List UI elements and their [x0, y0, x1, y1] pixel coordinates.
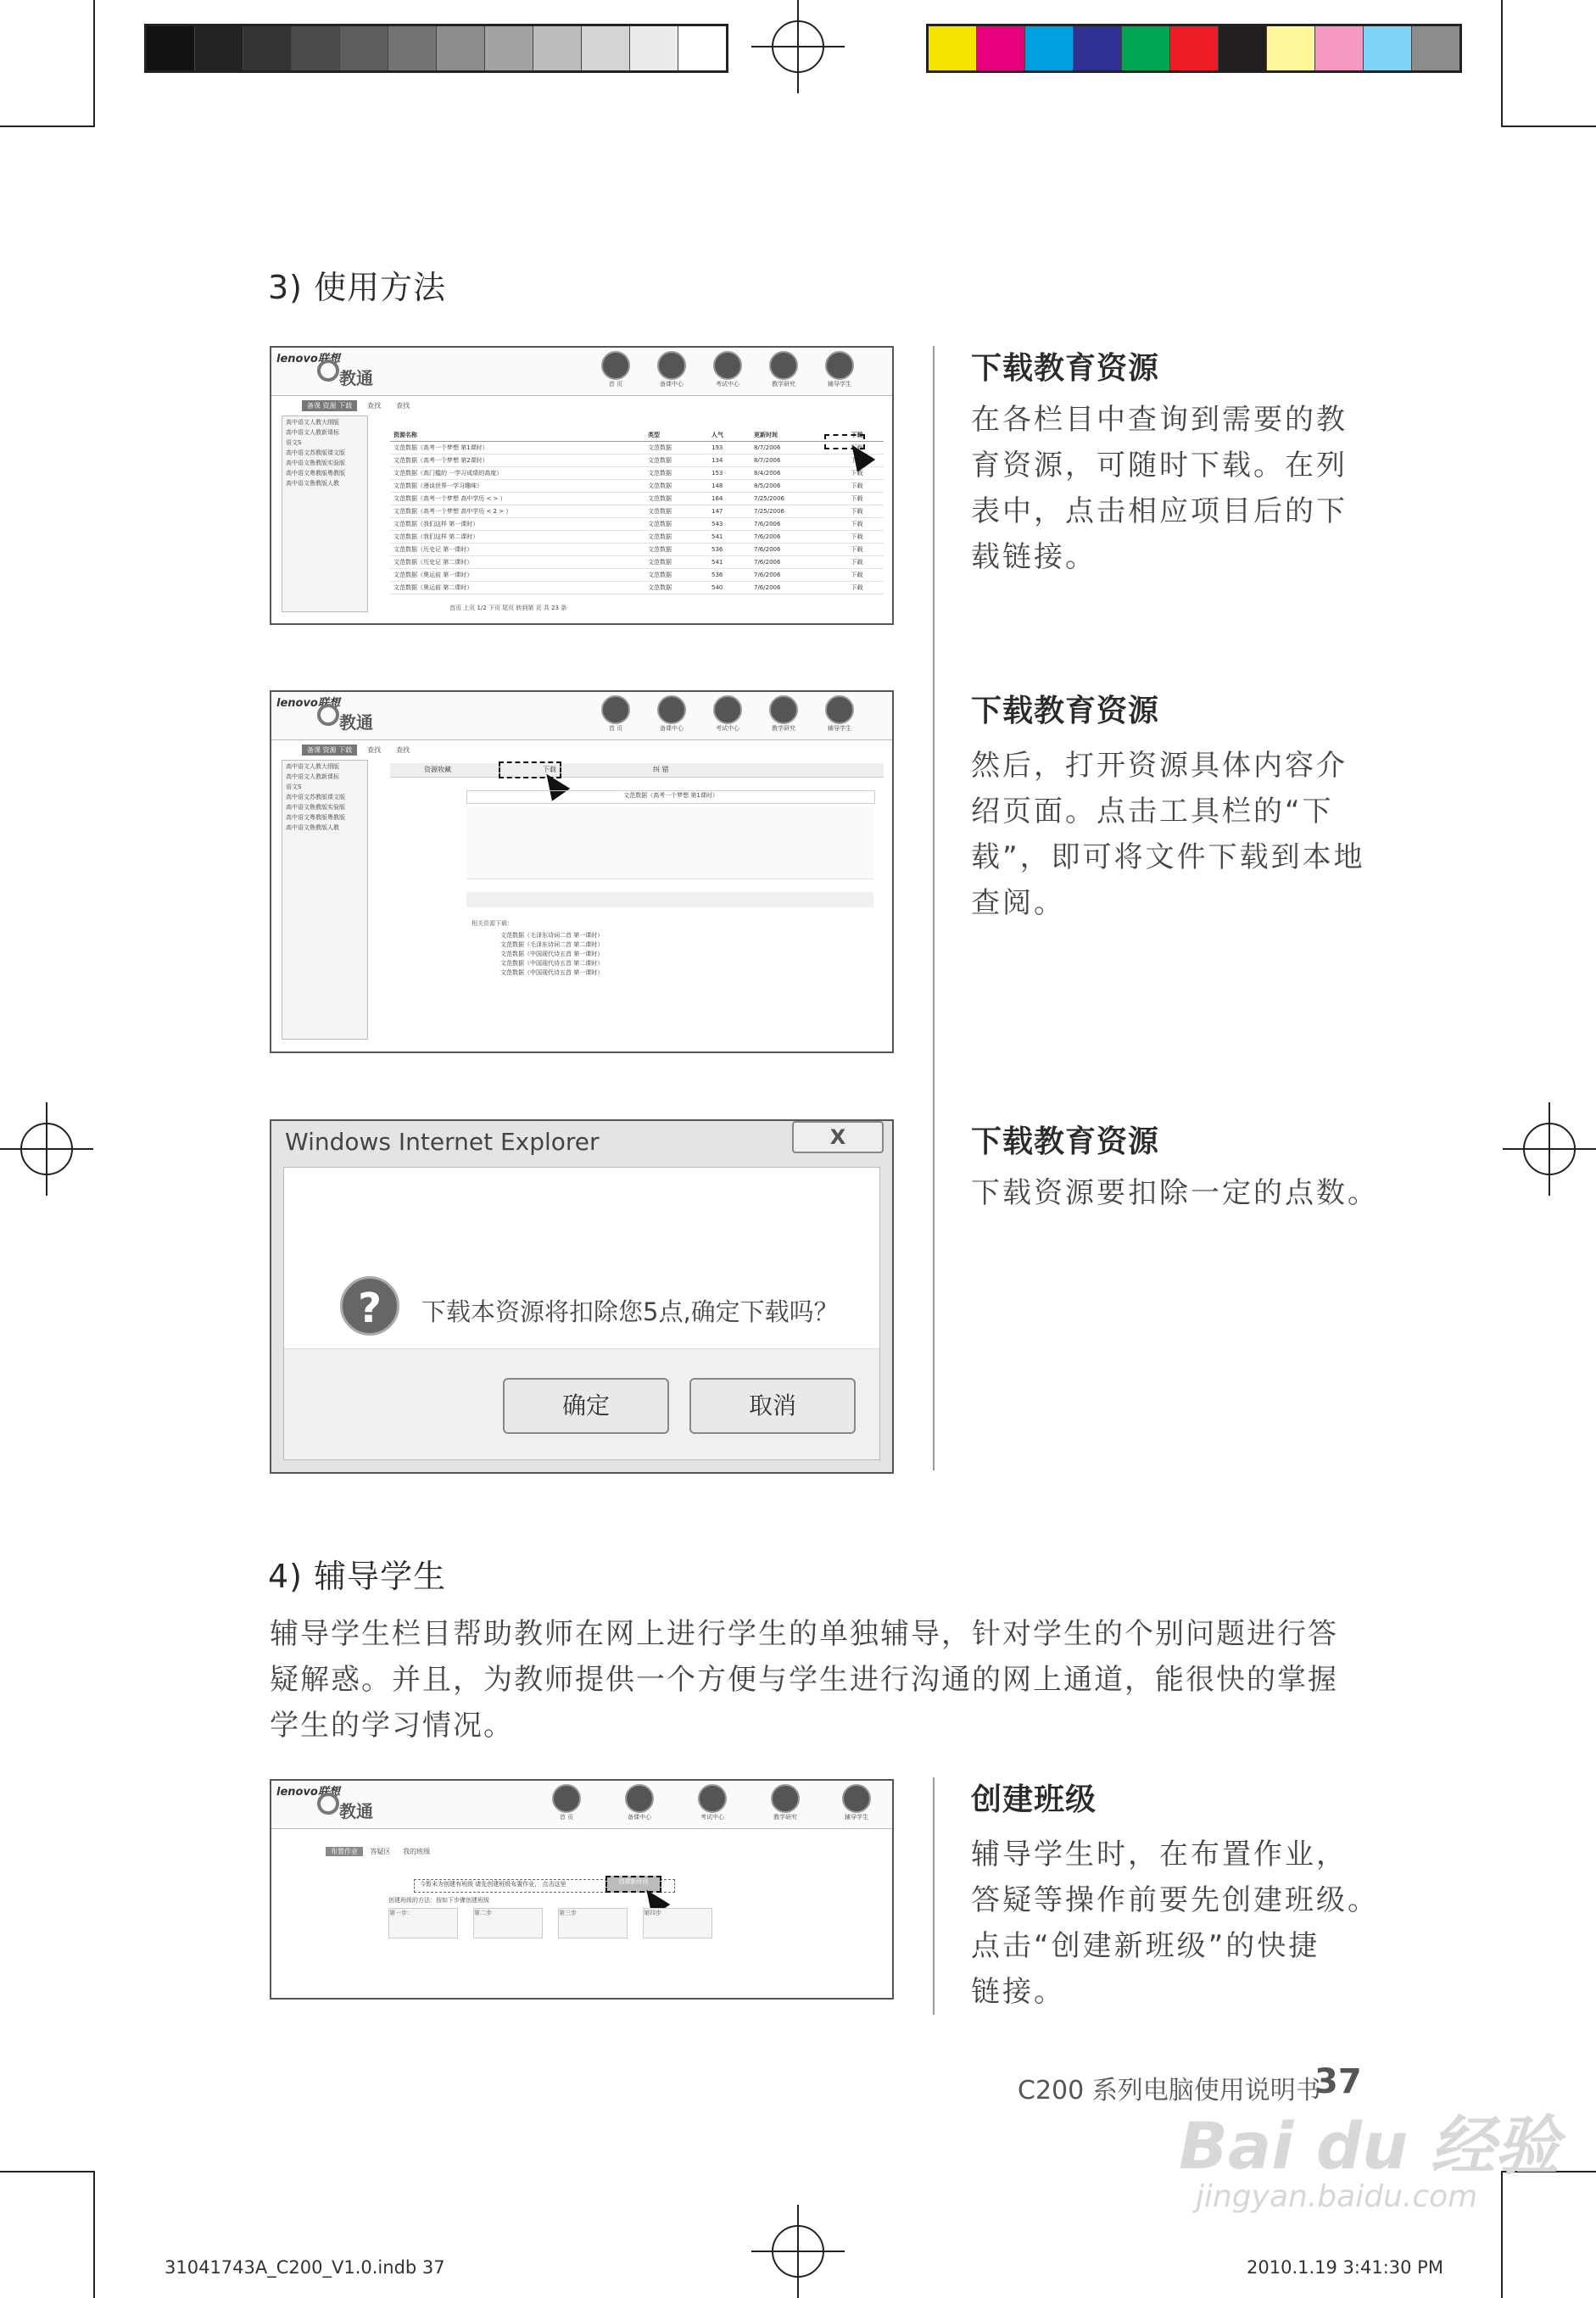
item2-text — [971, 743, 1365, 926]
step-2: 第二步 — [473, 1908, 543, 1938]
column-header: 更新时间 — [754, 432, 778, 438]
ie-confirm-dialog — [270, 1119, 894, 1474]
nav-label: 考试中心 — [700, 1814, 724, 1821]
table-cell: 147 — [712, 508, 723, 515]
gray-swatch — [195, 26, 243, 70]
crop-mark-tr-v — [1501, 0, 1503, 127]
print-timestamp: 2010.1.19 3:41:30 PM — [1247, 2257, 1443, 2278]
gray-swatch — [630, 26, 678, 70]
step-4: 第四步 — [643, 1908, 712, 1938]
nav-label: 首 页 — [559, 1814, 574, 1821]
table-cell: 541 — [712, 533, 723, 540]
grayscale-bar — [144, 24, 728, 73]
step-1: 第一步： — [388, 1908, 458, 1938]
dialog-footer — [284, 1348, 879, 1459]
resource-name-link[interactable]: 文范数据（高门槛的 一学习成绩的高度） — [393, 470, 503, 477]
text-line: 辅导学生时，在布置作业， — [971, 1838, 1348, 1871]
table-row — [390, 556, 884, 569]
tutor-icon — [842, 1784, 871, 1813]
lenovo-logo: lenovo联想 — [276, 697, 340, 710]
app-header — [271, 1781, 892, 1829]
registration-mark-top — [751, 0, 845, 93]
sidebar-item[interactable]: 高中语文鲁教版实验版 — [286, 804, 345, 811]
download-link[interactable]: 下载 — [851, 444, 863, 451]
divider-line — [933, 1777, 935, 2015]
item4-heading: 创建班级 — [971, 1782, 1097, 1817]
page-number: 37 — [1314, 2062, 1362, 2101]
color-swatch — [1170, 26, 1219, 70]
tab-resource-download[interactable]: 备课 资源 下载 — [302, 745, 357, 756]
tab-bar — [302, 745, 420, 756]
gray-swatch — [292, 26, 340, 70]
text-line: 疑解惑。并且，为教师提供一个方便与学生进行沟通的网上通道，能很快的掌握 — [270, 1663, 1338, 1697]
color-bar — [926, 24, 1462, 73]
text-line: 链接。 — [971, 1975, 1065, 2009]
exam-icon — [698, 1784, 727, 1813]
nav-exam[interactable] — [712, 695, 743, 733]
table-cell: 7/6/2006 — [754, 521, 781, 527]
gray-swatch — [582, 26, 630, 70]
column-header: 资源名称 — [393, 432, 417, 438]
nav-lesson-prep[interactable] — [656, 695, 687, 733]
cancel-button[interactable]: 取消 — [689, 1378, 856, 1434]
download-link[interactable]: 下载 — [851, 470, 863, 477]
section4-intro — [270, 1611, 1338, 1749]
watermark-logo: Bai du 经验 — [1179, 2108, 1560, 2184]
page-header-text: C200 系列电脑使用说明书 — [1018, 2076, 1321, 2106]
gray-swatch — [388, 26, 437, 70]
crop-mark-tl-v — [93, 0, 95, 127]
resource-name-link[interactable]: 文范数据（奥运前 第一课时） — [393, 572, 473, 578]
download-link[interactable]: 下载 — [851, 559, 863, 566]
color-swatch — [1412, 26, 1459, 70]
gray-swatch — [340, 26, 388, 70]
resource-name-link[interactable]: 文范数据（历史记 第二课时） — [393, 559, 473, 566]
home-icon — [601, 695, 630, 724]
table-cell: 文范数据 — [648, 457, 672, 464]
item2-heading: 下载教育资源 — [971, 694, 1160, 728]
tab-assign-homework[interactable]: 布置作业 — [326, 1847, 363, 1856]
related-list — [500, 931, 603, 978]
text-line: 下载资源要扣除一定的点数。 — [971, 1176, 1379, 1210]
tab-resource-download[interactable]: 备课 资源 下载 — [302, 400, 357, 411]
gray-swatch — [243, 26, 292, 70]
sidebar-item[interactable]: 高中语文人教新课标 — [286, 429, 339, 436]
exam-icon — [713, 351, 742, 380]
table-row — [390, 493, 884, 505]
text-line: 答疑等操作前要先创建班级。 — [971, 1883, 1379, 1917]
table-cell: 153 — [712, 470, 723, 477]
related-label: 相关资源下载： — [472, 920, 513, 927]
home-icon — [552, 1784, 581, 1813]
column-header: 下载 — [851, 432, 863, 438]
lesson-icon — [657, 351, 686, 380]
table-cell: 文范数据 — [648, 495, 672, 502]
resource-name-link[interactable]: 文范数据（漫谈世界一学习趣味） — [393, 482, 483, 489]
text-line: 在各栏目中查询到需要的教 — [971, 403, 1348, 437]
related-item[interactable]: 文范数据（毛泽东诗词二首 第二课时） — [500, 941, 604, 948]
tab-my-class[interactable]: 我的班级 — [403, 1848, 431, 1855]
table-row — [390, 455, 884, 467]
brand-name: 教通 — [339, 368, 373, 388]
table-cell: 文范数据 — [648, 533, 672, 540]
nav-label: 考试中心 — [716, 381, 739, 388]
nav-research[interactable] — [768, 351, 799, 388]
watermark-url: jingyan.baidu.com — [1196, 2179, 1478, 2214]
nav-research[interactable] — [768, 695, 799, 733]
nav-label: 辅导学生 — [828, 381, 851, 388]
table-header — [390, 429, 884, 442]
item1-heading: 下载教育资源 — [971, 351, 1160, 386]
registration-mark-right — [1503, 1102, 1596, 1196]
resource-name-link[interactable]: 文范数据（高考一个梦想 高中学历 < > ） — [393, 495, 506, 502]
table-cell: 文范数据 — [648, 584, 672, 591]
download-link[interactable]: 下载 — [851, 533, 863, 540]
table-cell: 文范数据 — [648, 444, 672, 451]
table-cell: 164 — [712, 495, 723, 502]
text-line: 载”，即可将文件下载到本地 — [971, 840, 1365, 874]
registration-mark-bottom — [751, 2205, 845, 2298]
table-cell: 543 — [712, 521, 723, 527]
sidebar-item[interactable]: 高中语文鲁教版实验版 — [286, 460, 345, 466]
related-item[interactable]: 文范数据（中国现代诗五首 第一课时） — [500, 969, 604, 976]
class-notice: 今暂未为创建有班级 请先创建班级布置作业， 点击这里 — [414, 1879, 675, 1893]
app-header — [271, 692, 892, 740]
sidebar-item[interactable]: 高中语文人教大纲版 — [286, 419, 339, 426]
tab-search-2[interactable]: 查找 — [396, 746, 410, 754]
resource-name-link[interactable]: 文范数据（我们这样 第二课时） — [393, 533, 479, 540]
nav-label: 教学研究 — [772, 381, 795, 388]
table-cell: 8/4/2006 — [754, 470, 781, 477]
text-line: 辅导学生栏目帮助教师在网上进行学生的单独辅导，针对学生的个别问题进行答 — [270, 1617, 1338, 1651]
detail-toolbar — [390, 763, 884, 778]
screenshot-resource-detail — [270, 690, 894, 1053]
table-cell: 134 — [712, 457, 723, 464]
nav-exam[interactable] — [712, 351, 743, 388]
nav-lesson-prep[interactable] — [624, 1784, 655, 1821]
resource-name-link[interactable]: 文范数据（奥运前 第二课时） — [393, 584, 473, 591]
tab-qa[interactable]: 答疑区 — [370, 1848, 391, 1855]
detail-title-bar: 文范数据（高考一个梦想 第1课时） — [466, 790, 875, 804]
nav-lesson-prep[interactable] — [656, 351, 687, 388]
table-cell: 8/7/2006 — [754, 444, 781, 451]
gray-swatch — [485, 26, 533, 70]
crop-mark-bl-v — [93, 2171, 95, 2298]
section-title: 4) 辅导学生 — [268, 1558, 447, 1595]
resource-name-link[interactable]: 文范数据（高考一个梦想 第1课时） — [393, 444, 488, 451]
nav-label: 教学研究 — [773, 1814, 797, 1821]
sidebar-item[interactable]: 高中语文粤教版粤教版 — [286, 814, 345, 821]
dialog-title: Windows Internet Explorer — [285, 1128, 600, 1156]
nav-label: 备课中心 — [628, 1814, 651, 1821]
download-link[interactable]: 下载 — [851, 584, 863, 591]
crop-mark-tr-h — [1501, 125, 1596, 127]
nav-label: 辅导学生 — [845, 1814, 868, 1821]
lesson-icon — [657, 695, 686, 724]
table-row — [390, 480, 884, 493]
resource-name-link[interactable]: 文范数据（我们这样 第一课时） — [393, 521, 479, 527]
nav-home[interactable] — [600, 695, 631, 733]
download-link[interactable]: 下载 — [851, 457, 863, 464]
nav-exam[interactable] — [697, 1784, 728, 1821]
nav-tutoring[interactable] — [824, 695, 855, 733]
text-line: 然后，打开资源具体内容介 — [971, 749, 1348, 783]
tab-search[interactable]: 查找 — [367, 402, 382, 410]
download-button[interactable]: 下载 — [543, 766, 556, 773]
table-cell: 536 — [712, 572, 723, 578]
resource-name-link[interactable]: 文范数据（高考一个梦想 高中学历 < 2 > ） — [393, 508, 512, 515]
brand-icon — [317, 704, 339, 726]
resource-name-link[interactable]: 文范数据（高考一个梦想 第2课时） — [393, 457, 488, 464]
table-cell: 文范数据 — [648, 482, 672, 489]
sidebar-item[interactable]: 高中语文人教大纲版 — [286, 763, 339, 770]
app-header — [271, 348, 892, 396]
nav-label: 备课中心 — [660, 725, 684, 732]
download-link[interactable]: 下载 — [851, 508, 863, 515]
resource-name-link[interactable]: 文范数据（历史记 第一课时） — [393, 546, 473, 553]
text-line: 表中，点击相应项目后的下 — [971, 494, 1348, 528]
sidebar-item[interactable]: 语文S — [286, 784, 302, 790]
sidebar-item[interactable]: 高中语文人教新课标 — [286, 773, 339, 780]
color-swatch — [1074, 26, 1122, 70]
tab-search-2[interactable]: 查找 — [396, 402, 410, 410]
item3-text — [971, 1170, 1379, 1216]
table-cell: 541 — [712, 559, 723, 566]
table-cell: 7/25/2006 — [754, 508, 784, 515]
color-swatch — [929, 26, 977, 70]
nav-label: 首 页 — [608, 381, 623, 388]
table-cell: 8/7/2006 — [754, 457, 781, 464]
resource-table — [390, 429, 884, 594]
brand-name: 教通 — [339, 712, 373, 733]
nav-label: 备课中心 — [660, 381, 684, 388]
pager: 首页 上页 1/2 下页 尾页 转到第 页 共 23 条 — [449, 605, 567, 611]
table-cell: 7/6/2006 — [754, 533, 781, 540]
sidebar-item[interactable]: 高中语文苏教版课文版 — [286, 449, 345, 456]
table-cell: 148 — [712, 482, 723, 489]
table-row — [390, 467, 884, 480]
section-title: 3) 使用方法 — [268, 269, 447, 306]
text-line: 载链接。 — [971, 540, 1097, 574]
table-cell: 540 — [712, 584, 723, 591]
nav-home[interactable] — [600, 351, 631, 388]
steps-label: 创建班级的方法：按如下步骤创建班级 — [388, 1897, 489, 1904]
table-cell: 7/6/2006 — [754, 559, 781, 566]
screenshot-resource-list — [270, 346, 894, 625]
column-header: 类型 — [648, 432, 660, 438]
table-row — [390, 569, 884, 582]
text-line: 查阅。 — [971, 886, 1065, 920]
color-swatch — [1267, 26, 1315, 70]
download-link[interactable]: 下载 — [851, 546, 863, 553]
color-swatch — [1364, 26, 1412, 70]
table-cell: 文范数据 — [648, 470, 672, 477]
home-icon — [601, 351, 630, 380]
text-line: 绍页面。点击工具栏的“下 — [971, 795, 1334, 828]
table-row — [390, 582, 884, 594]
table-row — [390, 544, 884, 556]
file-info: 31041743A_C200_V1.0.indb 37 — [165, 2257, 445, 2278]
color-swatch — [1219, 26, 1267, 70]
research-icon — [769, 351, 798, 380]
brand-name: 教通 — [339, 1801, 373, 1821]
text-line: 学生的学习情况。 — [270, 1709, 514, 1743]
crop-mark-br-v — [1501, 2171, 1503, 2298]
download-link[interactable]: 下载 — [851, 495, 863, 502]
table-cell: 7/6/2006 — [754, 572, 781, 578]
detail-info-block — [466, 807, 873, 879]
tab-search[interactable]: 查找 — [367, 746, 382, 754]
nav-label: 考试中心 — [716, 725, 739, 732]
table-cell: 文范数据 — [648, 508, 672, 515]
question-icon: ? — [340, 1276, 399, 1336]
related-item[interactable]: 文范数据（中国现代诗五首 第一课时） — [500, 951, 604, 957]
crop-mark-bl-h — [0, 2171, 93, 2173]
create-class-link[interactable]: 创建新班级 — [605, 1876, 661, 1893]
brand-icon — [317, 1793, 339, 1815]
dialog-message: 下载本资源将扣除您5点,确定下载吗？ — [421, 1297, 839, 1326]
sidebar-item[interactable]: 语文S — [286, 439, 302, 446]
table-cell: 7/6/2006 — [754, 546, 781, 553]
report-error-button[interactable]: 纠 错 — [653, 766, 669, 773]
table-row — [390, 505, 884, 518]
table-cell: 文范数据 — [648, 559, 672, 566]
divider-line — [933, 346, 935, 1470]
text-line: 育资源，可随时下载。在列 — [971, 449, 1348, 482]
gray-swatch — [437, 26, 485, 70]
color-swatch — [977, 26, 1025, 70]
sidebar-item[interactable]: 高中语文鲁教版人教 — [286, 480, 339, 487]
table-cell: 文范数据 — [648, 521, 672, 527]
table-cell: 8/5/2006 — [754, 482, 781, 489]
table-row — [390, 531, 884, 544]
sidebar-tree — [282, 760, 368, 1040]
tutor-icon — [825, 695, 854, 724]
table-cell: 文范数据 — [648, 546, 672, 553]
brand-icon — [317, 360, 339, 382]
dialog-body — [283, 1167, 880, 1460]
lesson-icon — [625, 1784, 654, 1813]
gray-swatch — [533, 26, 582, 70]
exam-icon — [713, 695, 742, 724]
color-swatch — [1315, 26, 1364, 70]
sidebar-tree — [282, 416, 368, 612]
table-cell: 193 — [712, 444, 723, 451]
table-cell: 7/25/2006 — [754, 495, 784, 502]
favorite-button[interactable]: 资源收藏 — [424, 766, 451, 773]
nav-label: 辅导学生 — [828, 725, 851, 732]
sidebar-item[interactable]: 高中语文粤教版粤教版 — [286, 470, 345, 477]
table-cell: 536 — [712, 546, 723, 553]
tutor-icon — [825, 351, 854, 380]
lenovo-logo: lenovo联想 — [276, 353, 340, 365]
download-link[interactable]: 下载 — [851, 572, 863, 578]
sidebar-item[interactable]: 高中语文苏教版课文版 — [286, 794, 345, 800]
registration-mark-left — [0, 1102, 93, 1196]
item4-text — [971, 1832, 1379, 2015]
lenovo-logo: lenovo联想 — [276, 1786, 340, 1799]
nav-tutoring[interactable] — [841, 1784, 872, 1821]
tab-bar — [302, 400, 420, 411]
class-tabs — [326, 1847, 435, 1856]
sidebar-item[interactable]: 高中语文鲁教版人教 — [286, 824, 339, 831]
table-cell: 文范数据 — [648, 572, 672, 578]
color-swatch — [1122, 26, 1170, 70]
column-header: 人气 — [712, 432, 723, 438]
item3-heading: 下载教育资源 — [971, 1124, 1160, 1159]
step-3: 第三步 — [558, 1908, 628, 1938]
gray-swatch — [147, 26, 195, 70]
table-row — [390, 442, 884, 455]
color-swatch — [1025, 26, 1074, 70]
table-cell: 7/6/2006 — [754, 584, 781, 591]
nav-home[interactable] — [551, 1784, 582, 1821]
download-link[interactable]: 下载 — [851, 521, 863, 527]
nav-tutoring[interactable] — [824, 351, 855, 388]
item1-text — [971, 397, 1348, 580]
close-button[interactable]: X — [792, 1121, 884, 1153]
gray-swatch — [678, 26, 726, 70]
ok-button[interactable]: 确定 — [503, 1378, 669, 1434]
table-row — [390, 518, 884, 531]
nav-label: 教学研究 — [772, 725, 795, 732]
research-icon — [769, 695, 798, 724]
text-line: 点击“创建新班级”的快捷 — [971, 1929, 1320, 1963]
nav-label: 首 页 — [608, 725, 623, 732]
download-link[interactable]: 下载 — [851, 482, 863, 489]
comments-box — [466, 892, 873, 907]
crop-mark-tl-h — [0, 125, 93, 127]
related-item[interactable]: 文范数据（中国现代诗五首 第二课时） — [500, 960, 604, 967]
related-item[interactable]: 文范数据（毛泽东诗词二首 第一课时） — [500, 932, 604, 939]
research-icon — [771, 1784, 800, 1813]
nav-research[interactable] — [770, 1784, 801, 1821]
screenshot-create-class — [270, 1779, 894, 2000]
